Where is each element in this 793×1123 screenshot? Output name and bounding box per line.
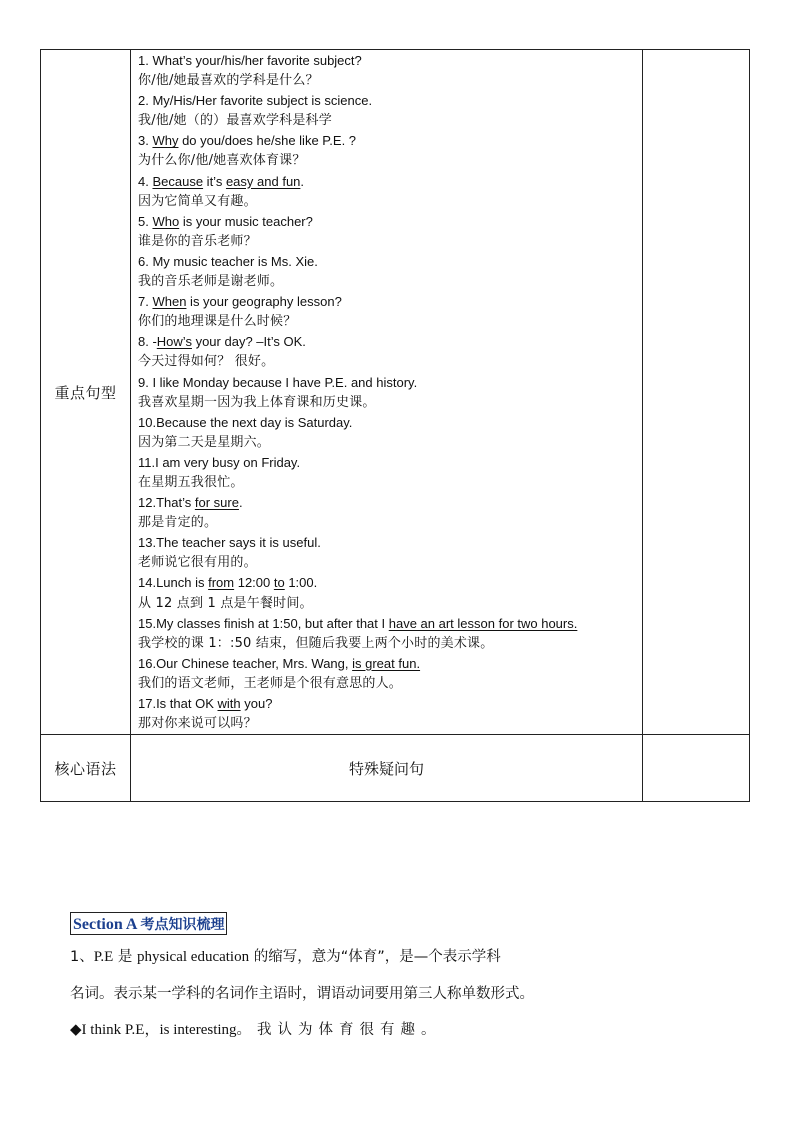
sentence-english [138, 91, 636, 111]
text-segment: do you/does he/she like P.E. ? [178, 133, 357, 149]
paragraph-line-1 [70, 945, 501, 966]
core-grammar-label: 核心语法 [41, 735, 131, 802]
text-segment: 你/他/她最喜欢的学科是什么？ [138, 73, 319, 89]
text-segment: 我喜欢星期一因为我上体育课和历史课。 [138, 394, 376, 410]
sentence-english [138, 131, 636, 151]
text-segment: 10.Because the next day is Saturday. [138, 414, 353, 430]
text-segment: is your music teacher? [179, 213, 313, 229]
sentence-english [138, 453, 636, 473]
text-segment: 我的音乐老师是谢老师。 [138, 274, 284, 290]
text-segment: 2. My/His/Her favorite subject is science. [138, 93, 373, 109]
text-segment: 8. - [138, 334, 157, 350]
text-segment: 5. [138, 213, 153, 229]
sentence-english [138, 252, 636, 272]
text-segment: 在星期五我很忙。 [138, 474, 244, 490]
text-segment: 的缩写，意为“体育”，是—个表示学科 [249, 949, 501, 965]
text-segment: 那是肯定的。 [138, 515, 218, 531]
section-heading [70, 912, 227, 935]
text-segment: 我们的语文老师，王老师是个很有意思的人。 [138, 675, 403, 691]
text-segment: you? [240, 696, 273, 711]
item-number: 1、 [70, 949, 94, 965]
text-segment: 因为第二天是星期六。 [138, 434, 271, 450]
text-segment: 12.That’s [138, 495, 195, 511]
sentence-english [138, 332, 636, 352]
sentence-translation [138, 634, 636, 654]
text-segment: 为什么你/他/她喜欢体育课？ [138, 153, 306, 169]
text-segment: 1:00. [284, 575, 318, 591]
text-segment: 16.Our Chinese teacher, Mrs. Wang, [138, 655, 353, 671]
sentence-english [138, 172, 636, 192]
core-grammar-row [41, 735, 750, 802]
text-segment: 15.My classes finish at 1:50, but after that I [138, 615, 389, 631]
text-segment: 那对你来说可以吗？ [138, 716, 257, 732]
sentence-translation [138, 111, 636, 131]
sentence-translation [138, 272, 636, 292]
example-cn: 。我认为体育很有趣。 [236, 1022, 442, 1038]
text-segment: 你们的地理课是什么时候？ [138, 314, 297, 330]
sentence-translation [138, 352, 636, 372]
text-segment: 1. What’s your/his/her favorite subject? [138, 53, 362, 68]
underlined-phrase: Why [152, 133, 179, 149]
text-segment: is your geography lesson? [186, 294, 342, 310]
underlined-phrase: have an art lesson for two hours. [388, 615, 578, 631]
core-grammar-value: 特殊疑问句 [131, 735, 643, 802]
text-segment: 14.Lunch is [138, 575, 209, 591]
term-physical-education: physical education [137, 949, 250, 965]
key-sentences-row [41, 50, 750, 735]
text-segment: it’s [203, 173, 226, 189]
underlined-phrase: to [273, 575, 285, 591]
sentence-english [138, 533, 636, 553]
underlined-phrase: Because [152, 173, 204, 189]
sentence-translation [138, 594, 636, 614]
key-sentences-table [40, 49, 750, 802]
sentence-translation [138, 232, 636, 252]
text-segment: 我学校的课 1：:50 结束，但随后我要上两个小时的美术课。 [138, 635, 494, 651]
text-segment: 13.The teacher says it is useful. [138, 535, 321, 551]
underlined-phrase: for sure [194, 495, 239, 511]
sentence-translation [138, 714, 636, 734]
notes-cell [643, 50, 750, 735]
text-segment: 4. [138, 173, 153, 189]
text-segment: . [300, 173, 305, 189]
sentence-english [138, 493, 636, 513]
sentence-english [138, 413, 636, 433]
section-title-cn: 考点知识梳理 [140, 917, 225, 933]
key-sentences-label: 重点句型 [41, 50, 131, 735]
key-sentences-list [131, 50, 643, 735]
sentence-english [138, 614, 636, 634]
text-segment: 9. I like Monday because I have P.E. and history. [138, 374, 418, 390]
underlined-phrase: from [208, 575, 235, 591]
text-segment: your day? –It’s OK. [191, 334, 306, 350]
text-segment: 今天过得如何？ 很好。 [138, 354, 275, 370]
notes-cell-2 [643, 735, 750, 802]
section-title-en: Section A [73, 916, 138, 933]
text-segment: 名词。表示某一学科的名词作主语时，谓语动词要用第三人称单数形式。 [70, 986, 534, 1002]
text-segment: 谁是你的音乐老师？ [138, 233, 257, 249]
text-segment: 17.Is that OK [138, 696, 218, 711]
sentence-translation [138, 513, 636, 533]
text-segment: 我/他/她（的）最喜欢学科是科学 [138, 113, 332, 129]
text-segment: . [238, 495, 243, 511]
sentence-translation [138, 71, 636, 91]
sentence-translation [138, 393, 636, 413]
sentence-translation [138, 151, 636, 171]
underlined-phrase: When [152, 294, 187, 310]
example-sentence [70, 1018, 442, 1039]
text-segment: 老师说它很有用的。 [138, 555, 257, 571]
sentence-translation [138, 312, 636, 332]
sentence-english [138, 373, 636, 393]
example-en: ◆I think P.E，is interesting [70, 1022, 237, 1038]
text-segment: 11.I am very busy on Friday. [138, 454, 301, 470]
underlined-phrase: How’s [156, 334, 192, 350]
text-segment: 从 12 点到 1 点是午餐时间。 [138, 595, 313, 611]
text-segment: 7. [138, 294, 153, 310]
sentence-english [138, 212, 636, 232]
underlined-phrase: easy and fun [225, 173, 301, 189]
text-segment: 3. [138, 133, 153, 149]
sentence-english [138, 292, 636, 312]
text-segment: 因为它简单又有趣。 [138, 193, 257, 209]
sentence-translation [138, 553, 636, 573]
sentence-english [138, 654, 636, 674]
text-segment: 是 [113, 949, 138, 965]
sentence-translation [138, 674, 636, 694]
text-segment: 6. My music teacher is Ms. Xie. [138, 253, 318, 269]
sentence-english [138, 51, 636, 71]
text-segment: 12:00 [234, 575, 274, 591]
underlined-phrase: is great fun. [352, 655, 421, 671]
underlined-phrase: with [217, 696, 241, 711]
sentence-english [138, 573, 636, 593]
sentence-translation [138, 192, 636, 212]
term-pe: P.E [93, 949, 114, 965]
sentence-translation [138, 433, 636, 453]
sentence-english [138, 694, 636, 714]
underlined-phrase: Who [152, 213, 180, 229]
paragraph-line-2 [70, 982, 534, 1003]
sentence-translation [138, 473, 636, 493]
